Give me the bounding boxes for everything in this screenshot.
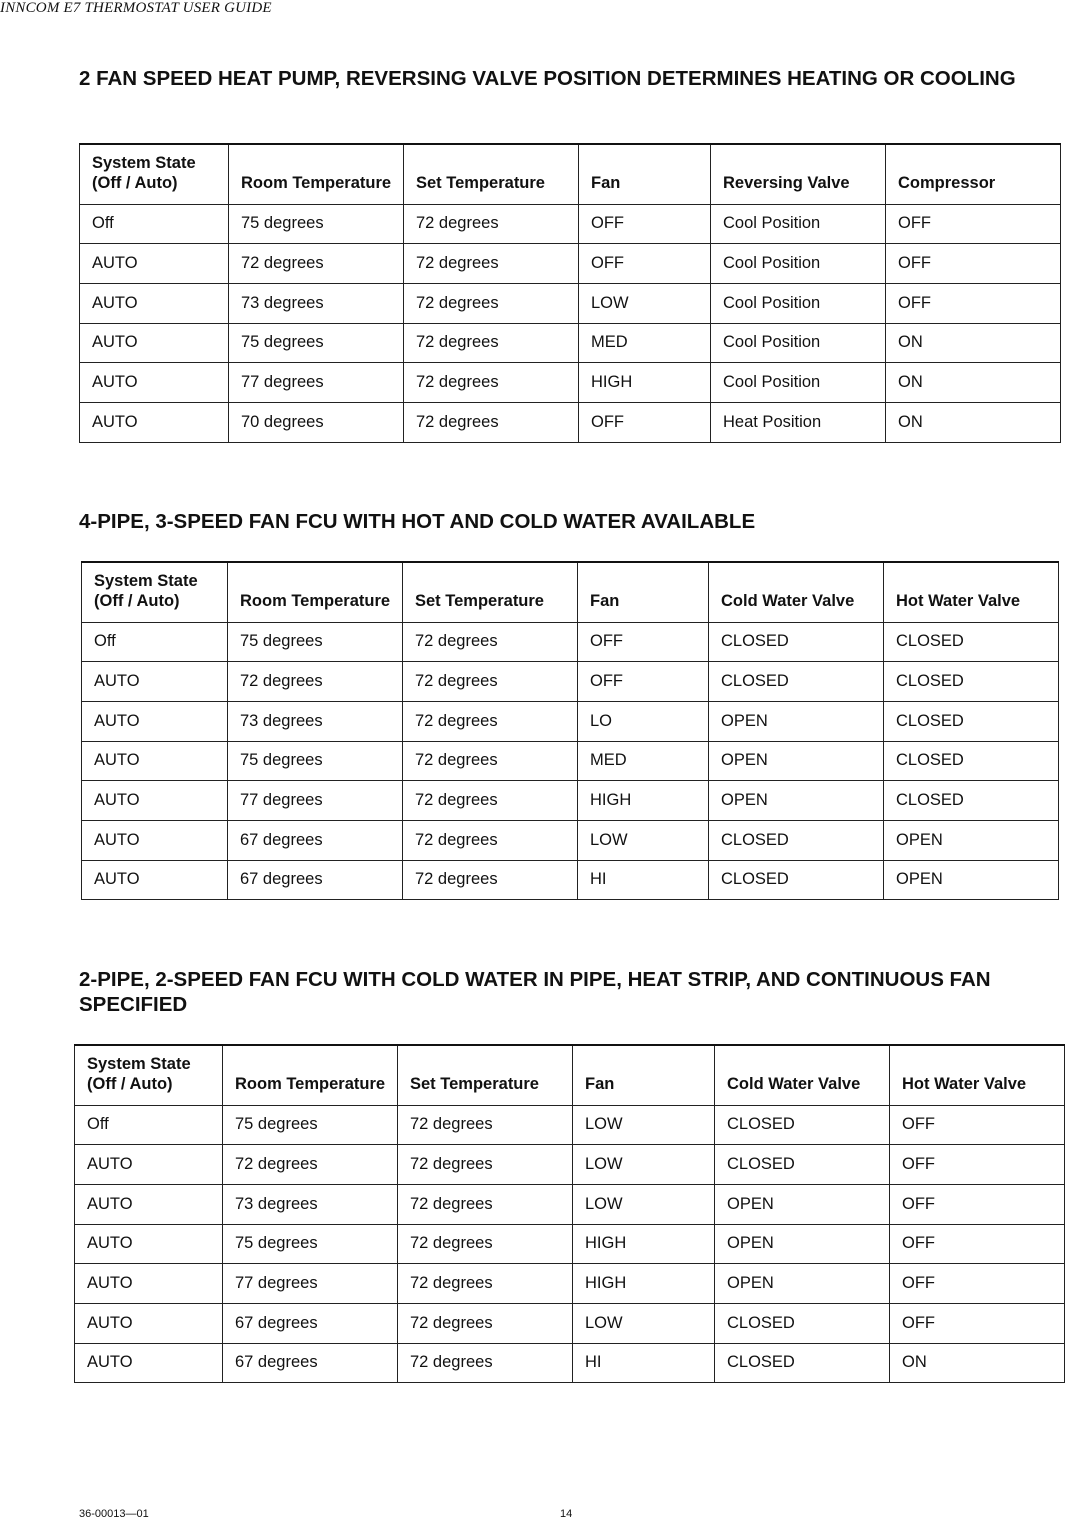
table-cell: 67 degrees bbox=[228, 820, 403, 860]
table-cell: 77 degrees bbox=[223, 1264, 398, 1304]
table-row bbox=[82, 701, 1059, 741]
table-cell: 72 degrees bbox=[403, 741, 578, 781]
table-cell: AUTO bbox=[75, 1145, 223, 1185]
table-cell: 73 degrees bbox=[229, 283, 404, 323]
table-row bbox=[82, 860, 1059, 900]
table-row bbox=[80, 204, 1061, 244]
table-cell: 67 degrees bbox=[228, 860, 403, 900]
table-cell: 72 degrees bbox=[403, 781, 578, 821]
table-4-pipe bbox=[81, 561, 1059, 900]
table-row bbox=[82, 820, 1059, 860]
table-cell: 72 degrees bbox=[404, 363, 579, 403]
table-row bbox=[80, 244, 1061, 284]
table-2-pipe bbox=[74, 1044, 1065, 1383]
table-cell: 77 degrees bbox=[229, 363, 404, 403]
table-cell: Cool Position bbox=[711, 283, 886, 323]
table-cell: 72 degrees bbox=[229, 244, 404, 284]
table-cell: LOW bbox=[579, 283, 711, 323]
table-cell: Cool Position bbox=[711, 323, 886, 363]
table-row bbox=[82, 622, 1059, 662]
header-system-state: System State (Off / Auto) bbox=[80, 144, 229, 204]
table-row bbox=[80, 402, 1061, 442]
table-cell: 72 degrees bbox=[398, 1145, 573, 1185]
table-cell: OFF bbox=[579, 204, 711, 244]
table-cell: 72 degrees bbox=[403, 662, 578, 702]
header-fan: Fan bbox=[573, 1045, 715, 1105]
table-cell: HIGH bbox=[579, 363, 711, 403]
table-cell: OPEN bbox=[884, 820, 1059, 860]
table-cell: Off bbox=[82, 622, 228, 662]
table-body bbox=[75, 1105, 1065, 1383]
table-row bbox=[82, 781, 1059, 821]
table-cell: HIGH bbox=[578, 781, 709, 821]
table-cell: ON bbox=[886, 323, 1061, 363]
table-cell: LOW bbox=[578, 820, 709, 860]
table-cell: 72 degrees bbox=[404, 402, 579, 442]
table-cell: 67 degrees bbox=[223, 1303, 398, 1343]
table-cell: OFF bbox=[890, 1145, 1065, 1185]
table-cell: 72 degrees bbox=[403, 820, 578, 860]
table-heat-pump bbox=[79, 143, 1061, 443]
table-cell: 72 degrees bbox=[398, 1303, 573, 1343]
table-cell: 72 degrees bbox=[404, 283, 579, 323]
header-set-temperature: Set Temperature bbox=[398, 1045, 573, 1105]
header-fan: Fan bbox=[579, 144, 711, 204]
table-cell: MED bbox=[579, 323, 711, 363]
table-cell: OFF bbox=[886, 283, 1061, 323]
table-row bbox=[80, 363, 1061, 403]
table-cell: CLOSED bbox=[884, 701, 1059, 741]
table-cell: Cool Position bbox=[711, 363, 886, 403]
table-cell: 72 degrees bbox=[404, 244, 579, 284]
table-cell: AUTO bbox=[75, 1224, 223, 1264]
table-cell: 72 degrees bbox=[404, 323, 579, 363]
table-cell: OFF bbox=[890, 1224, 1065, 1264]
table-cell: LOW bbox=[573, 1145, 715, 1185]
header-compressor: Compressor bbox=[886, 144, 1061, 204]
table-cell: CLOSED bbox=[709, 860, 884, 900]
section-title-4-pipe: 4-PIPE, 3-SPEED FAN FCU WITH HOT AND COLD WATER AVAILABLE bbox=[79, 510, 756, 533]
table-cell: LOW bbox=[573, 1105, 715, 1145]
table-cell: OFF bbox=[578, 662, 709, 702]
table-cell: AUTO bbox=[82, 860, 228, 900]
header-set-temperature: Set Temperature bbox=[403, 562, 578, 622]
section-title-2-pipe: 2-PIPE, 2-SPEED FAN FCU WITH COLD WATER IN PIPE, HEAT STRIP, AND CONTINUOUS FAN SPECIFIED bbox=[79, 968, 991, 1016]
table-cell: CLOSED bbox=[884, 662, 1059, 702]
table-cell: 72 degrees bbox=[398, 1343, 573, 1383]
table-cell: CLOSED bbox=[709, 820, 884, 860]
table-cell: ON bbox=[886, 402, 1061, 442]
table-cell: 72 degrees bbox=[398, 1184, 573, 1224]
table-row bbox=[75, 1343, 1065, 1383]
table-cell: OFF bbox=[890, 1105, 1065, 1145]
table-cell: 72 degrees bbox=[404, 204, 579, 244]
table-cell: 75 degrees bbox=[228, 622, 403, 662]
table-cell: CLOSED bbox=[715, 1343, 890, 1383]
table-cell: AUTO bbox=[80, 244, 229, 284]
table-cell: CLOSED bbox=[884, 622, 1059, 662]
header-room-temperature: Room Temperature bbox=[223, 1045, 398, 1105]
table-cell: OFF bbox=[886, 204, 1061, 244]
table-cell: CLOSED bbox=[884, 741, 1059, 781]
table-cell: 72 degrees bbox=[398, 1224, 573, 1264]
table-cell: 73 degrees bbox=[223, 1184, 398, 1224]
table-cell: 75 degrees bbox=[229, 323, 404, 363]
table-cell: OFF bbox=[890, 1184, 1065, 1224]
table-cell: HIGH bbox=[573, 1224, 715, 1264]
table-cell: CLOSED bbox=[884, 781, 1059, 821]
table-cell: OFF bbox=[579, 402, 711, 442]
table-cell: MED bbox=[578, 741, 709, 781]
table-cell: AUTO bbox=[82, 781, 228, 821]
document-number: 36-00013—01 bbox=[79, 1508, 149, 1520]
header-reversing-valve: Reversing Valve bbox=[711, 144, 886, 204]
section-title-heat-pump: 2 FAN SPEED HEAT PUMP, REVERSING VALVE POSITION DETERMINES HEATING OR COOLING bbox=[79, 67, 1016, 90]
table-cell: AUTO bbox=[82, 741, 228, 781]
table-cell: CLOSED bbox=[715, 1145, 890, 1185]
table-header-row bbox=[75, 1045, 1065, 1105]
table-cell: 73 degrees bbox=[228, 701, 403, 741]
table-row bbox=[80, 283, 1061, 323]
header-room-temperature: Room Temperature bbox=[228, 562, 403, 622]
table-cell: AUTO bbox=[80, 283, 229, 323]
table-body bbox=[82, 622, 1059, 900]
table-cell: AUTO bbox=[75, 1264, 223, 1304]
table-cell: AUTO bbox=[80, 323, 229, 363]
table-cell: AUTO bbox=[75, 1303, 223, 1343]
table-cell: CLOSED bbox=[709, 622, 884, 662]
table-row bbox=[82, 741, 1059, 781]
table-cell: OFF bbox=[579, 244, 711, 284]
header-hot-water-valve: Hot Water Valve bbox=[884, 562, 1059, 622]
table-cell: AUTO bbox=[82, 662, 228, 702]
running-head: INNCOM E7 THERMOSTAT USER GUIDE bbox=[0, 0, 272, 16]
table-cell: OPEN bbox=[709, 741, 884, 781]
table-row bbox=[80, 323, 1061, 363]
table-row bbox=[75, 1264, 1065, 1304]
table-row bbox=[75, 1184, 1065, 1224]
header-system-state: System State (Off / Auto) bbox=[75, 1045, 223, 1105]
table-cell: LO bbox=[578, 701, 709, 741]
table-cell: 72 degrees bbox=[398, 1264, 573, 1304]
page-number: 14 bbox=[560, 1508, 573, 1520]
table-cell: OPEN bbox=[715, 1264, 890, 1304]
table-cell: AUTO bbox=[75, 1343, 223, 1383]
header-cold-water-valve: Cold Water Valve bbox=[715, 1045, 890, 1105]
table-cell: 72 degrees bbox=[403, 622, 578, 662]
table-row bbox=[82, 662, 1059, 702]
header-room-temperature: Room Temperature bbox=[229, 144, 404, 204]
table-cell: HI bbox=[578, 860, 709, 900]
table-cell: 72 degrees bbox=[398, 1105, 573, 1145]
table-row bbox=[75, 1303, 1065, 1343]
table-cell: ON bbox=[886, 363, 1061, 403]
table-cell: OPEN bbox=[715, 1224, 890, 1264]
table-cell: OFF bbox=[886, 244, 1061, 284]
table-body bbox=[80, 204, 1061, 442]
table-row bbox=[75, 1224, 1065, 1264]
table-cell: Off bbox=[75, 1105, 223, 1145]
table-cell: OFF bbox=[578, 622, 709, 662]
table-cell: CLOSED bbox=[709, 662, 884, 702]
table-cell: LOW bbox=[573, 1184, 715, 1224]
table-cell: 70 degrees bbox=[229, 402, 404, 442]
table-cell: Cool Position bbox=[711, 204, 886, 244]
table-cell: AUTO bbox=[75, 1184, 223, 1224]
table-cell: ON bbox=[890, 1343, 1065, 1383]
table-cell: OPEN bbox=[715, 1184, 890, 1224]
table-cell: OFF bbox=[890, 1264, 1065, 1304]
table-cell: AUTO bbox=[80, 402, 229, 442]
table-cell: 75 degrees bbox=[223, 1105, 398, 1145]
table-cell: 77 degrees bbox=[228, 781, 403, 821]
header-system-state: System State (Off / Auto) bbox=[82, 562, 228, 622]
table-row bbox=[75, 1105, 1065, 1145]
table-cell: 72 degrees bbox=[223, 1145, 398, 1185]
table-cell: AUTO bbox=[82, 701, 228, 741]
table-cell: AUTO bbox=[80, 363, 229, 403]
table-cell: 72 degrees bbox=[228, 662, 403, 702]
table-cell: CLOSED bbox=[715, 1303, 890, 1343]
table-cell: 75 degrees bbox=[229, 204, 404, 244]
table-cell: Cool Position bbox=[711, 244, 886, 284]
table-cell: 75 degrees bbox=[223, 1224, 398, 1264]
table-cell: OPEN bbox=[709, 701, 884, 741]
header-cold-water-valve: Cold Water Valve bbox=[709, 562, 884, 622]
table-cell: HI bbox=[573, 1343, 715, 1383]
table-cell: OPEN bbox=[884, 860, 1059, 900]
table-cell: CLOSED bbox=[715, 1105, 890, 1145]
table-cell: Heat Position bbox=[711, 402, 886, 442]
table-cell: AUTO bbox=[82, 820, 228, 860]
table-header-row bbox=[80, 144, 1061, 204]
header-set-temperature: Set Temperature bbox=[404, 144, 579, 204]
table-cell: HIGH bbox=[573, 1264, 715, 1304]
table-cell: 75 degrees bbox=[228, 741, 403, 781]
table-cell: Off bbox=[80, 204, 229, 244]
table-cell: LOW bbox=[573, 1303, 715, 1343]
table-header-row bbox=[82, 562, 1059, 622]
table-cell: OPEN bbox=[709, 781, 884, 821]
header-fan: Fan bbox=[578, 562, 709, 622]
table-cell: 72 degrees bbox=[403, 701, 578, 741]
table-row bbox=[75, 1145, 1065, 1185]
header-hot-water-valve: Hot Water Valve bbox=[890, 1045, 1065, 1105]
table-cell: OFF bbox=[890, 1303, 1065, 1343]
table-cell: 72 degrees bbox=[403, 860, 578, 900]
table-cell: 67 degrees bbox=[223, 1343, 398, 1383]
